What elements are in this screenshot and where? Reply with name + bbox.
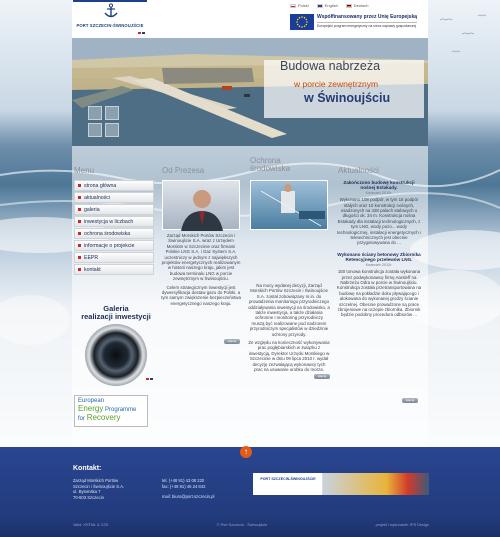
footer-credits[interactable]: projekt i wykonanie: IPS Design (375, 523, 429, 527)
lang-label: English (324, 3, 338, 8)
lang-label: Deutsch (353, 3, 369, 8)
president-more-button[interactable]: więcej (224, 339, 240, 344)
bullet-icon (78, 184, 81, 187)
news-item (336, 180, 422, 246)
flag-pl-icon (290, 4, 296, 8)
address-line: ul. Bytomska 7 (73, 489, 101, 495)
bullet-icon (78, 220, 81, 223)
arrow-up-icon: ↑ (244, 447, 248, 456)
news-item-text: Wykonano 108 podpór, w tym 15 podpór stałych oraz 10 konstrukcji nośnych, osadzonych na 428 palach stalowych o długości ok. 34 m. Konstrukcja nośna Estakady dla instalacji technologicznych, z tym LNG, wody pozo... wody technologicznej, instalacji energetycznych i teletechnicznych jest obecnie przygotowywana do ... (337, 197, 421, 246)
menu-item-home[interactable] (74, 180, 154, 191)
environment-photo (250, 180, 328, 230)
banner-logo-text: PORT SZCZECIN-ŚWINOUJŚCIE (260, 477, 316, 481)
menu-item-gallery[interactable] (74, 204, 154, 215)
president-photo (162, 180, 240, 230)
news-item-title[interactable]: Zakończono budowę konstrukcji nośnej Estakady. (343, 180, 415, 191)
eerp-l5: Recovery (86, 413, 121, 422)
menu-item-project-info[interactable] (74, 240, 154, 251)
environment-paragraph-2: Ze względu na konieczność wykonywania prac pogłębiarskich w związku z inwestycją, Dyrektor Urzędu Morskiego w Szczecinie w dniu 09 lipca 2010 r. wydał decyzję zezwalającą wykonawcy tych prac na usuwanie urobku do morza. (248, 340, 330, 373)
bullet-icon (78, 268, 81, 271)
bullet-icon (78, 256, 81, 259)
eu-cofinancing (290, 14, 417, 30)
language-switcher (290, 3, 368, 8)
header (72, 0, 428, 38)
menu-item-environment[interactable] (74, 228, 154, 239)
footer-contacts (162, 478, 214, 500)
hero-banner (72, 38, 428, 146)
environment-title-1: Ochrona (250, 156, 281, 165)
banner-photo (323, 473, 429, 495)
eerp-l4: for (78, 416, 86, 422)
bullet-icon (78, 208, 81, 211)
hero-line2: w porcie zewnętrznym (294, 79, 379, 89)
lang-label: Polski (298, 3, 309, 8)
hero-thumbnails (88, 106, 119, 137)
camera-lens-icon (85, 324, 147, 386)
hero-thumb[interactable] (88, 123, 102, 137)
hero-thumb[interactable] (105, 123, 119, 137)
news-title: Aktualności (338, 166, 379, 175)
menu-item-label: aktualności (84, 194, 110, 201)
hero-line3: w Świnoujściu (304, 91, 391, 105)
menu-item-label: galeria (84, 206, 100, 213)
hero-thumb[interactable] (105, 106, 119, 120)
eu-flag-icon (290, 14, 314, 30)
hero-line1: Budowa nabrzeża (280, 59, 381, 73)
environment-title-2: środowiska (250, 164, 291, 173)
logo-text: PORT SZCZECIN-ŚWINOUJŚCIE (76, 23, 144, 28)
lang-english[interactable] (317, 3, 338, 8)
menu-item-label: strona główna (84, 182, 117, 189)
footer-banner[interactable] (253, 473, 429, 495)
anchor-icon (103, 3, 119, 19)
bullet-icon (78, 244, 81, 247)
menu-item-news[interactable] (74, 192, 154, 203)
president-paragraph-1: Zarząd Morskich Portów Szczecin i Świnoujście S.A. wraz z Urzędem Morskim w Szczecinie oraz firmami Polskie LNG S.A. i Gaz System S.A. uczestniczy w jednym z największych projektów energetycznych realizowanym w historii naszego kraju, jakim jest budowa terminalu LNG w porcie zewnętrznym w Świnoujściu. (161, 233, 241, 282)
news-item (336, 252, 422, 318)
footer (0, 447, 500, 537)
menu-item-label: kontakt (84, 266, 101, 273)
footer-valid[interactable]: Valid: XHTML & CSS (73, 523, 109, 527)
footer-fax: fax: (+48 91) 46 24 842 (162, 483, 206, 489)
menu-item-label: inwestycja w liczbach (84, 218, 134, 225)
environment-more-button[interactable]: więcej (314, 374, 330, 379)
menu-item-eepr[interactable] (74, 252, 154, 263)
hero-thumb[interactable] (88, 106, 102, 120)
eu-subtitle: Europejski program energetyczny na rzecz naprawy gospodarczej (317, 24, 417, 28)
gallery-promo[interactable] (76, 305, 156, 386)
address-line: 70-603 Szczecin (73, 494, 104, 500)
gallery-bars (146, 378, 153, 380)
flag-en-icon (317, 4, 323, 8)
lang-deutsch[interactable] (346, 3, 369, 8)
site-logo[interactable] (73, 0, 147, 30)
gallery-title-1: Galeria (103, 304, 129, 313)
eerp-l3: Programme (105, 407, 137, 413)
president-paragraph-2: Celem strategicznym inwestycji jest dywersyfikacja dostaw gazu do Polski, a tym samym zwiększenie bezpieczeństwa energetycznego naszego kraju. (161, 284, 241, 306)
eu-title: Współfinansowany przez Unię Europejską (317, 14, 418, 20)
news-item-title[interactable]: Wykonano ściany betonowy Zbiornika Retencyjnego przelewów LNG. (337, 251, 421, 263)
address-line: Zarząd Morskich Portów (73, 478, 119, 483)
news-item-date: Kwiecień 2012r. (365, 262, 393, 267)
scroll-top-button[interactable] (240, 446, 252, 458)
president-text (160, 233, 242, 306)
eerp-logo[interactable] (74, 395, 148, 427)
lang-polski[interactable] (290, 3, 309, 8)
bullet-icon (78, 196, 81, 199)
address-line: Szczecin i Świnoujście S.A. (73, 483, 125, 489)
footer-copyright: © Port Szczecin - Świnoujście (216, 523, 268, 527)
eerp-l1: European (78, 398, 105, 404)
flag-de-icon (346, 4, 352, 8)
logo-bars (138, 32, 145, 34)
news-list (336, 180, 422, 318)
footer-address (73, 478, 124, 500)
menu-title: Menu (74, 166, 95, 175)
menu-item-label: informacje o projekcie (84, 242, 135, 249)
news-more-button[interactable]: więcej (402, 398, 418, 403)
main-menu (74, 180, 154, 276)
menu-item-label: EEPR (84, 254, 99, 261)
news-item-date: Kwiecień 2012r. (365, 190, 393, 195)
footer-title: Kontakt: (73, 465, 102, 472)
footer-mail[interactable]: mail: biuro@port.szczecin.pl (162, 494, 215, 500)
footer-tel: tel. (+48 91) 43 08 220 (162, 478, 205, 483)
eerp-l2: Energy (78, 404, 104, 413)
gallery-title-2: realizacji inwestycji (81, 312, 151, 321)
environment-paragraph-1: Na mocy wydanej decyzji, Zarząd Morskich Portów Szczecin i Świnoujście S.A. został zobowiązany m.in. do prowadzenia monitoringu przyrodniczego oddziaływania inwestycji na środowisko, a także inwestycja, a także działania ochronne i monitoring przyrodniczy muszą być realizowane pod nadzorem przyrodniczym specjalistów w dziedzinie ochrony przyrody. (248, 283, 330, 337)
bullet-icon (78, 232, 81, 235)
environment-text (248, 283, 330, 373)
president-title: Od Prezesa (162, 166, 205, 175)
menu-item-label: ochrona środowiska (84, 230, 131, 237)
menu-item-investment-figures[interactable] (74, 216, 154, 227)
menu-item-contact[interactable] (74, 264, 154, 275)
footer-bottom (73, 523, 429, 527)
news-item-text: 150 tonowa konstrukcja została wykonana przez podwykonawcę firmę Aarsleff na Nabrzeżu Odra w porcie w Świnoujściu. Konstrukcja została przetransportowana na budowę na pokładzie doku pływającego i alokowana do wykonanej grodzy ścianie szczelnej. Obecnie prowadzone są prace zbrojeniowe na oczepie zbiornika. Zbiornik będzie podobny procedura odbiorów ... (336, 269, 422, 318)
